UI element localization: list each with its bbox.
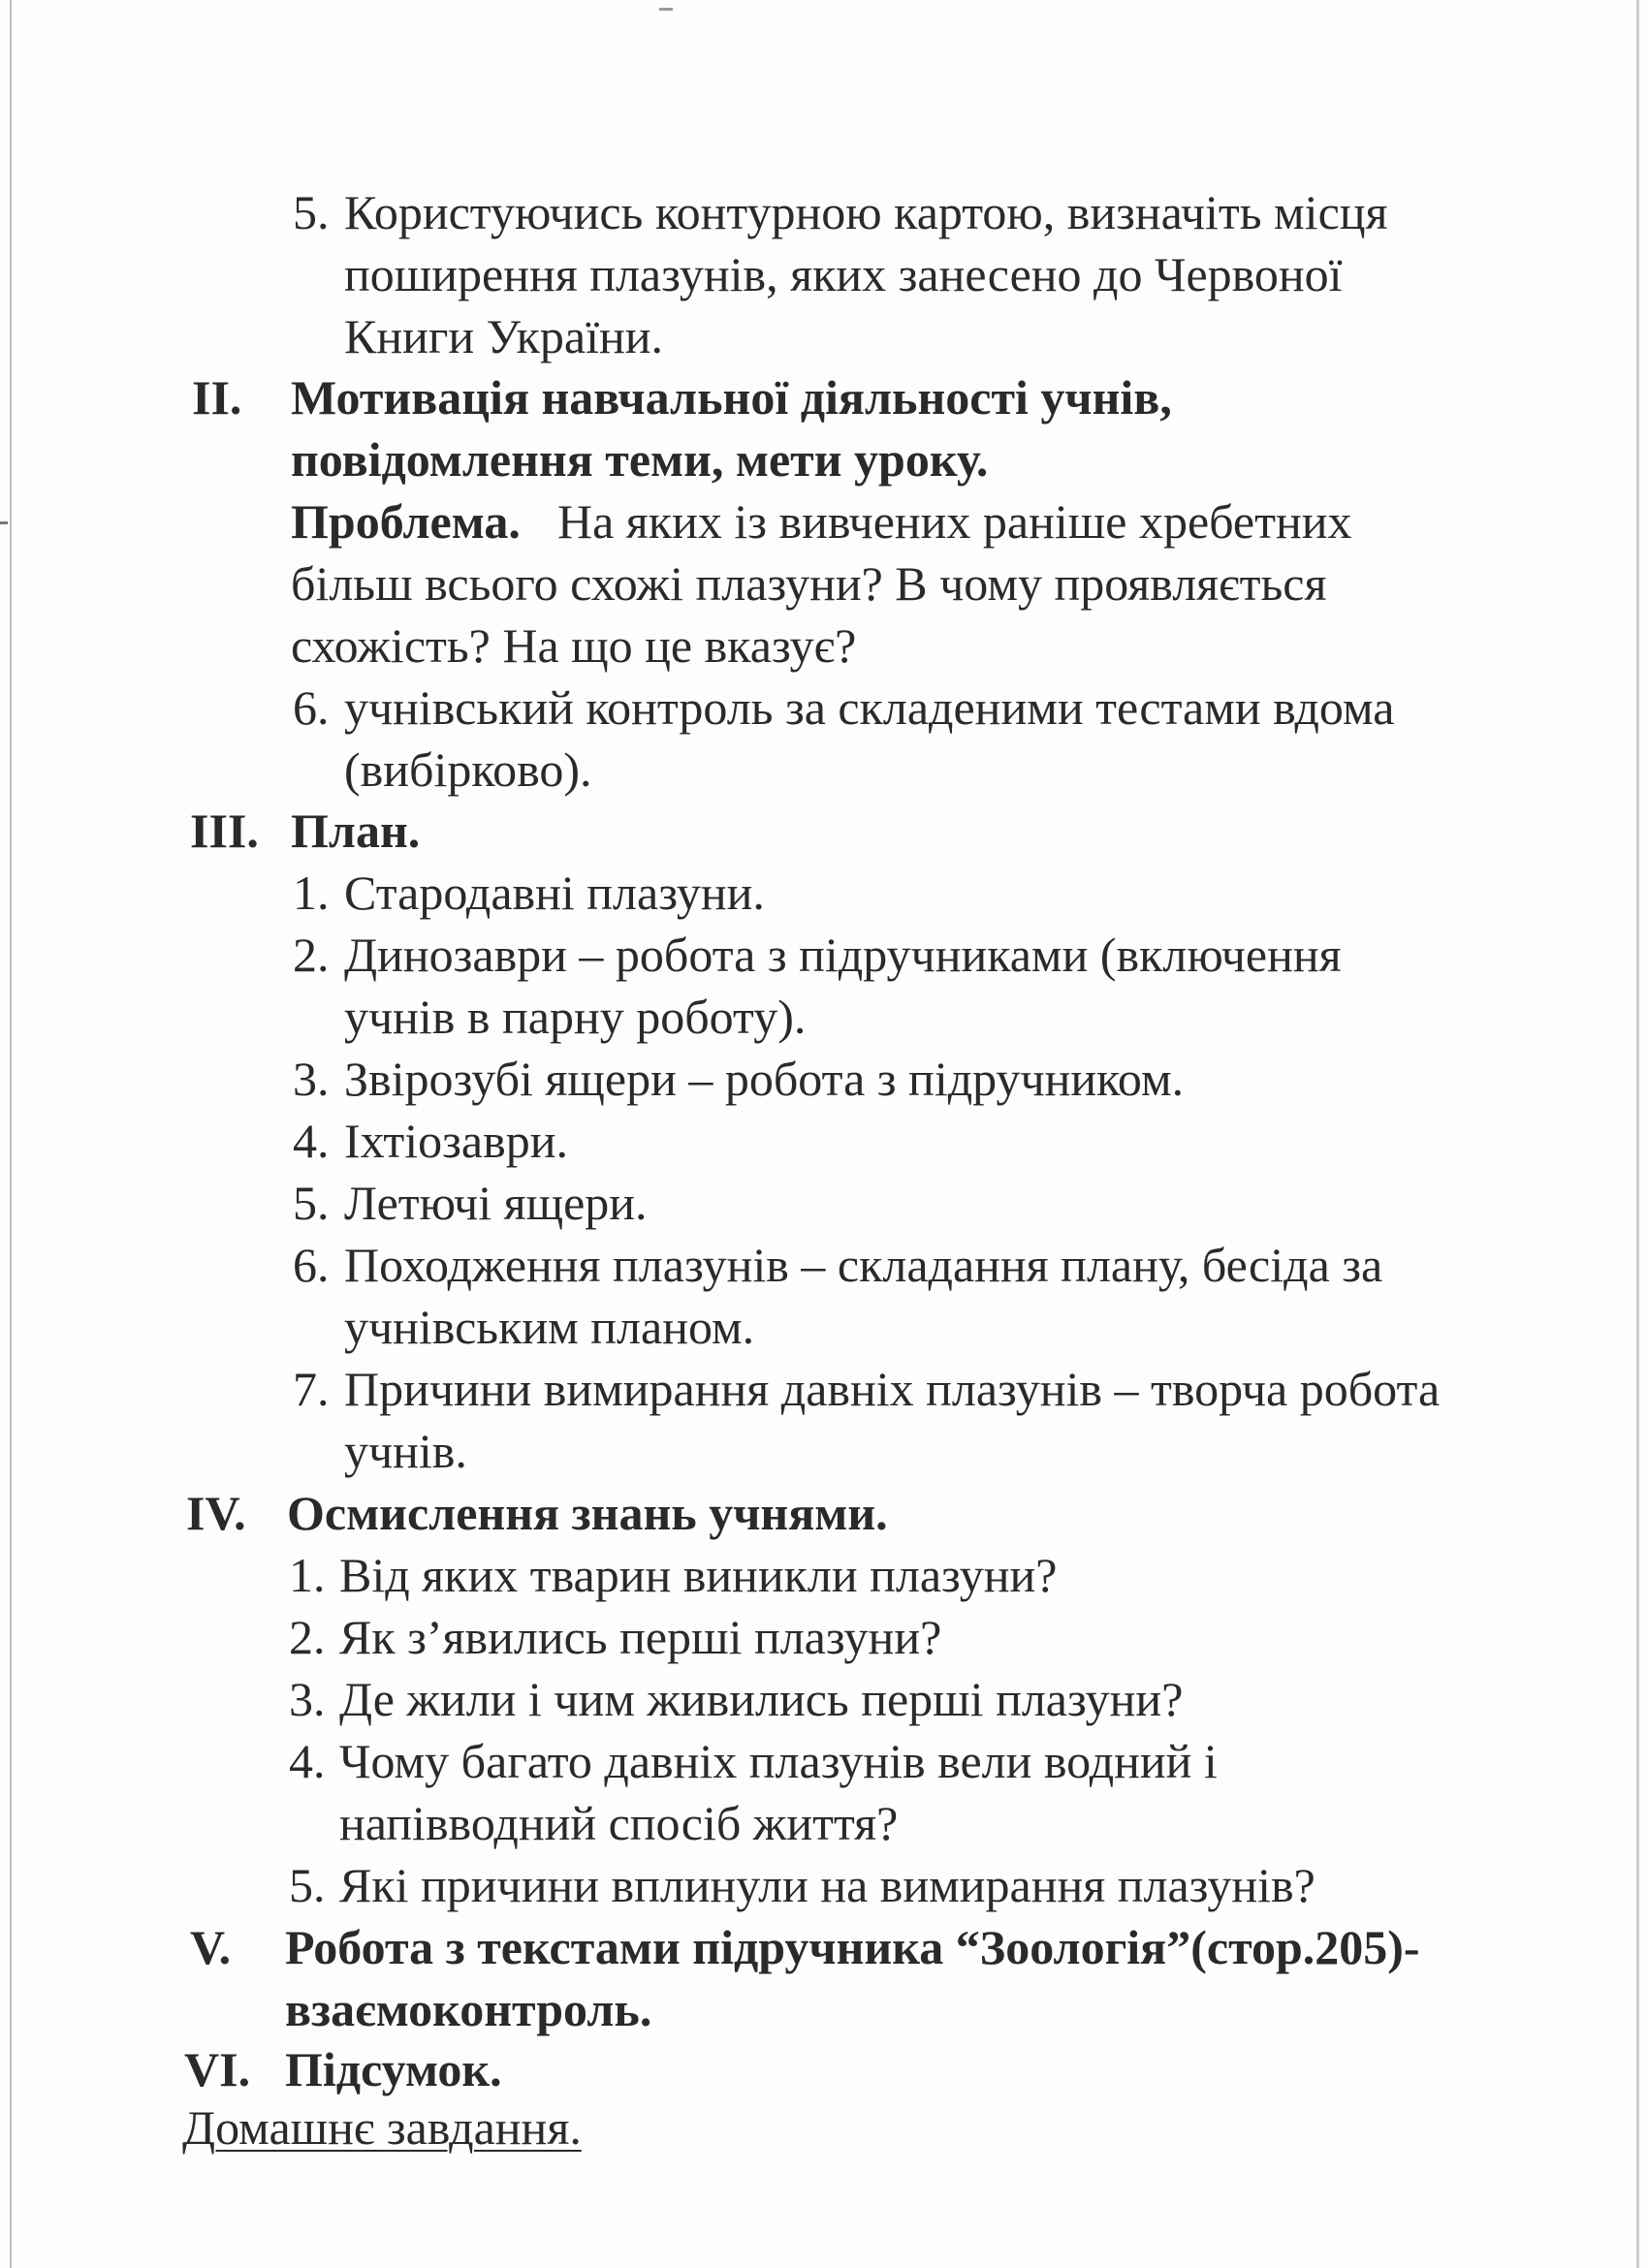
problem-text: схожість? На що це вказує? (291, 618, 857, 673)
list-item-number: 6. (293, 1238, 330, 1292)
list-item-number: 1. (289, 1548, 326, 1602)
list-item-number: 4. (293, 1114, 330, 1168)
list-item-text: Як з’явились перші плазуни? (339, 1610, 942, 1664)
list-item-text: Книги України. (344, 309, 664, 363)
homework-label: Домашнє завдання. (182, 2100, 582, 2155)
list-item-text: Від яких тварин виникли плазуни? (339, 1548, 1058, 1602)
list-item-text: Походження плазунів – складання плану, бесіда за (344, 1238, 1383, 1292)
list-item-number: 3. (293, 1052, 330, 1106)
list-item-number: 4. (289, 1734, 326, 1788)
section-heading: Робота з текстами підручника “Зоологія”(стор.205)- (285, 1920, 1420, 1974)
list-item-number: 3. (289, 1672, 326, 1726)
list-item-text: Які причини вплинули на вимирання плазунів? (339, 1858, 1315, 1912)
section-heading: План. (291, 803, 421, 858)
list-item-text: учнівським планом. (344, 1300, 755, 1354)
list-item-number: 5. (293, 185, 330, 239)
list-item-number: 1. (293, 866, 330, 920)
list-item-text: (вибірково). (344, 742, 592, 797)
page-right-edge (1636, 0, 1639, 2268)
list-item-text: Звірозубі ящери – робота з підручником. (344, 1052, 1185, 1106)
section-roman-numeral: II. (192, 370, 242, 425)
list-item-number: 7. (293, 1362, 330, 1416)
list-item-text: Стародавні плазуни. (344, 866, 765, 920)
section-roman-numeral: V. (190, 1920, 232, 1974)
list-item-text: учнів в парну роботу). (344, 990, 807, 1044)
section-heading: повідомлення теми, мети уроку. (291, 432, 989, 487)
section-heading: Підсумок. (285, 2042, 502, 2096)
list-item-text: напівводний спосіб життя? (339, 1796, 899, 1850)
list-item-text: Летючі ящери. (344, 1176, 648, 1230)
list-item-text: поширення плазунів, яких занесено до Червоної (344, 247, 1343, 301)
problem-text: На яких із вивчених раніше хребетних (557, 494, 1352, 549)
scan-mark (0, 521, 8, 524)
list-item-text: учнів. (344, 1424, 467, 1478)
scan-mark (659, 8, 673, 11)
section-roman-numeral: III. (190, 803, 259, 858)
list-item-text: Де жили і чим живились перші плазуни? (339, 1672, 1184, 1726)
list-item-text: Користуючись контурною картою, визначіть місця (344, 185, 1388, 239)
list-item-number: 6. (293, 680, 330, 735)
list-item-number: 2. (293, 928, 330, 982)
list-item-text: учнівський контроль за складеними тестами вдома (344, 680, 1395, 735)
section-roman-numeral: IV. (186, 1486, 246, 1540)
section-heading: Осмислення знань учнями. (287, 1486, 888, 1540)
section-heading: взаємоконтроль. (285, 1982, 652, 2036)
section-heading: Мотивація навчальної діяльності учнів, (291, 370, 1172, 425)
list-item-text: Іхтіозаври. (344, 1114, 568, 1168)
page-left-edge (10, 0, 12, 2268)
list-item-text: Динозаври – робота з підручниками (включення (344, 928, 1342, 982)
list-item-text: Причини вимирання давніх плазунів – творча робота (344, 1362, 1441, 1416)
section-roman-numeral: VI. (184, 2042, 251, 2096)
list-item-number: 5. (293, 1176, 330, 1230)
list-item-number: 5. (289, 1858, 326, 1912)
list-item-number: 2. (289, 1610, 326, 1664)
list-item-text: Чому багато давніх плазунів вели водний і (339, 1734, 1218, 1788)
problem-label: Проблема. (291, 494, 521, 549)
problem-text: більш всього схожі плазуни? В чому проявляється (291, 556, 1327, 611)
